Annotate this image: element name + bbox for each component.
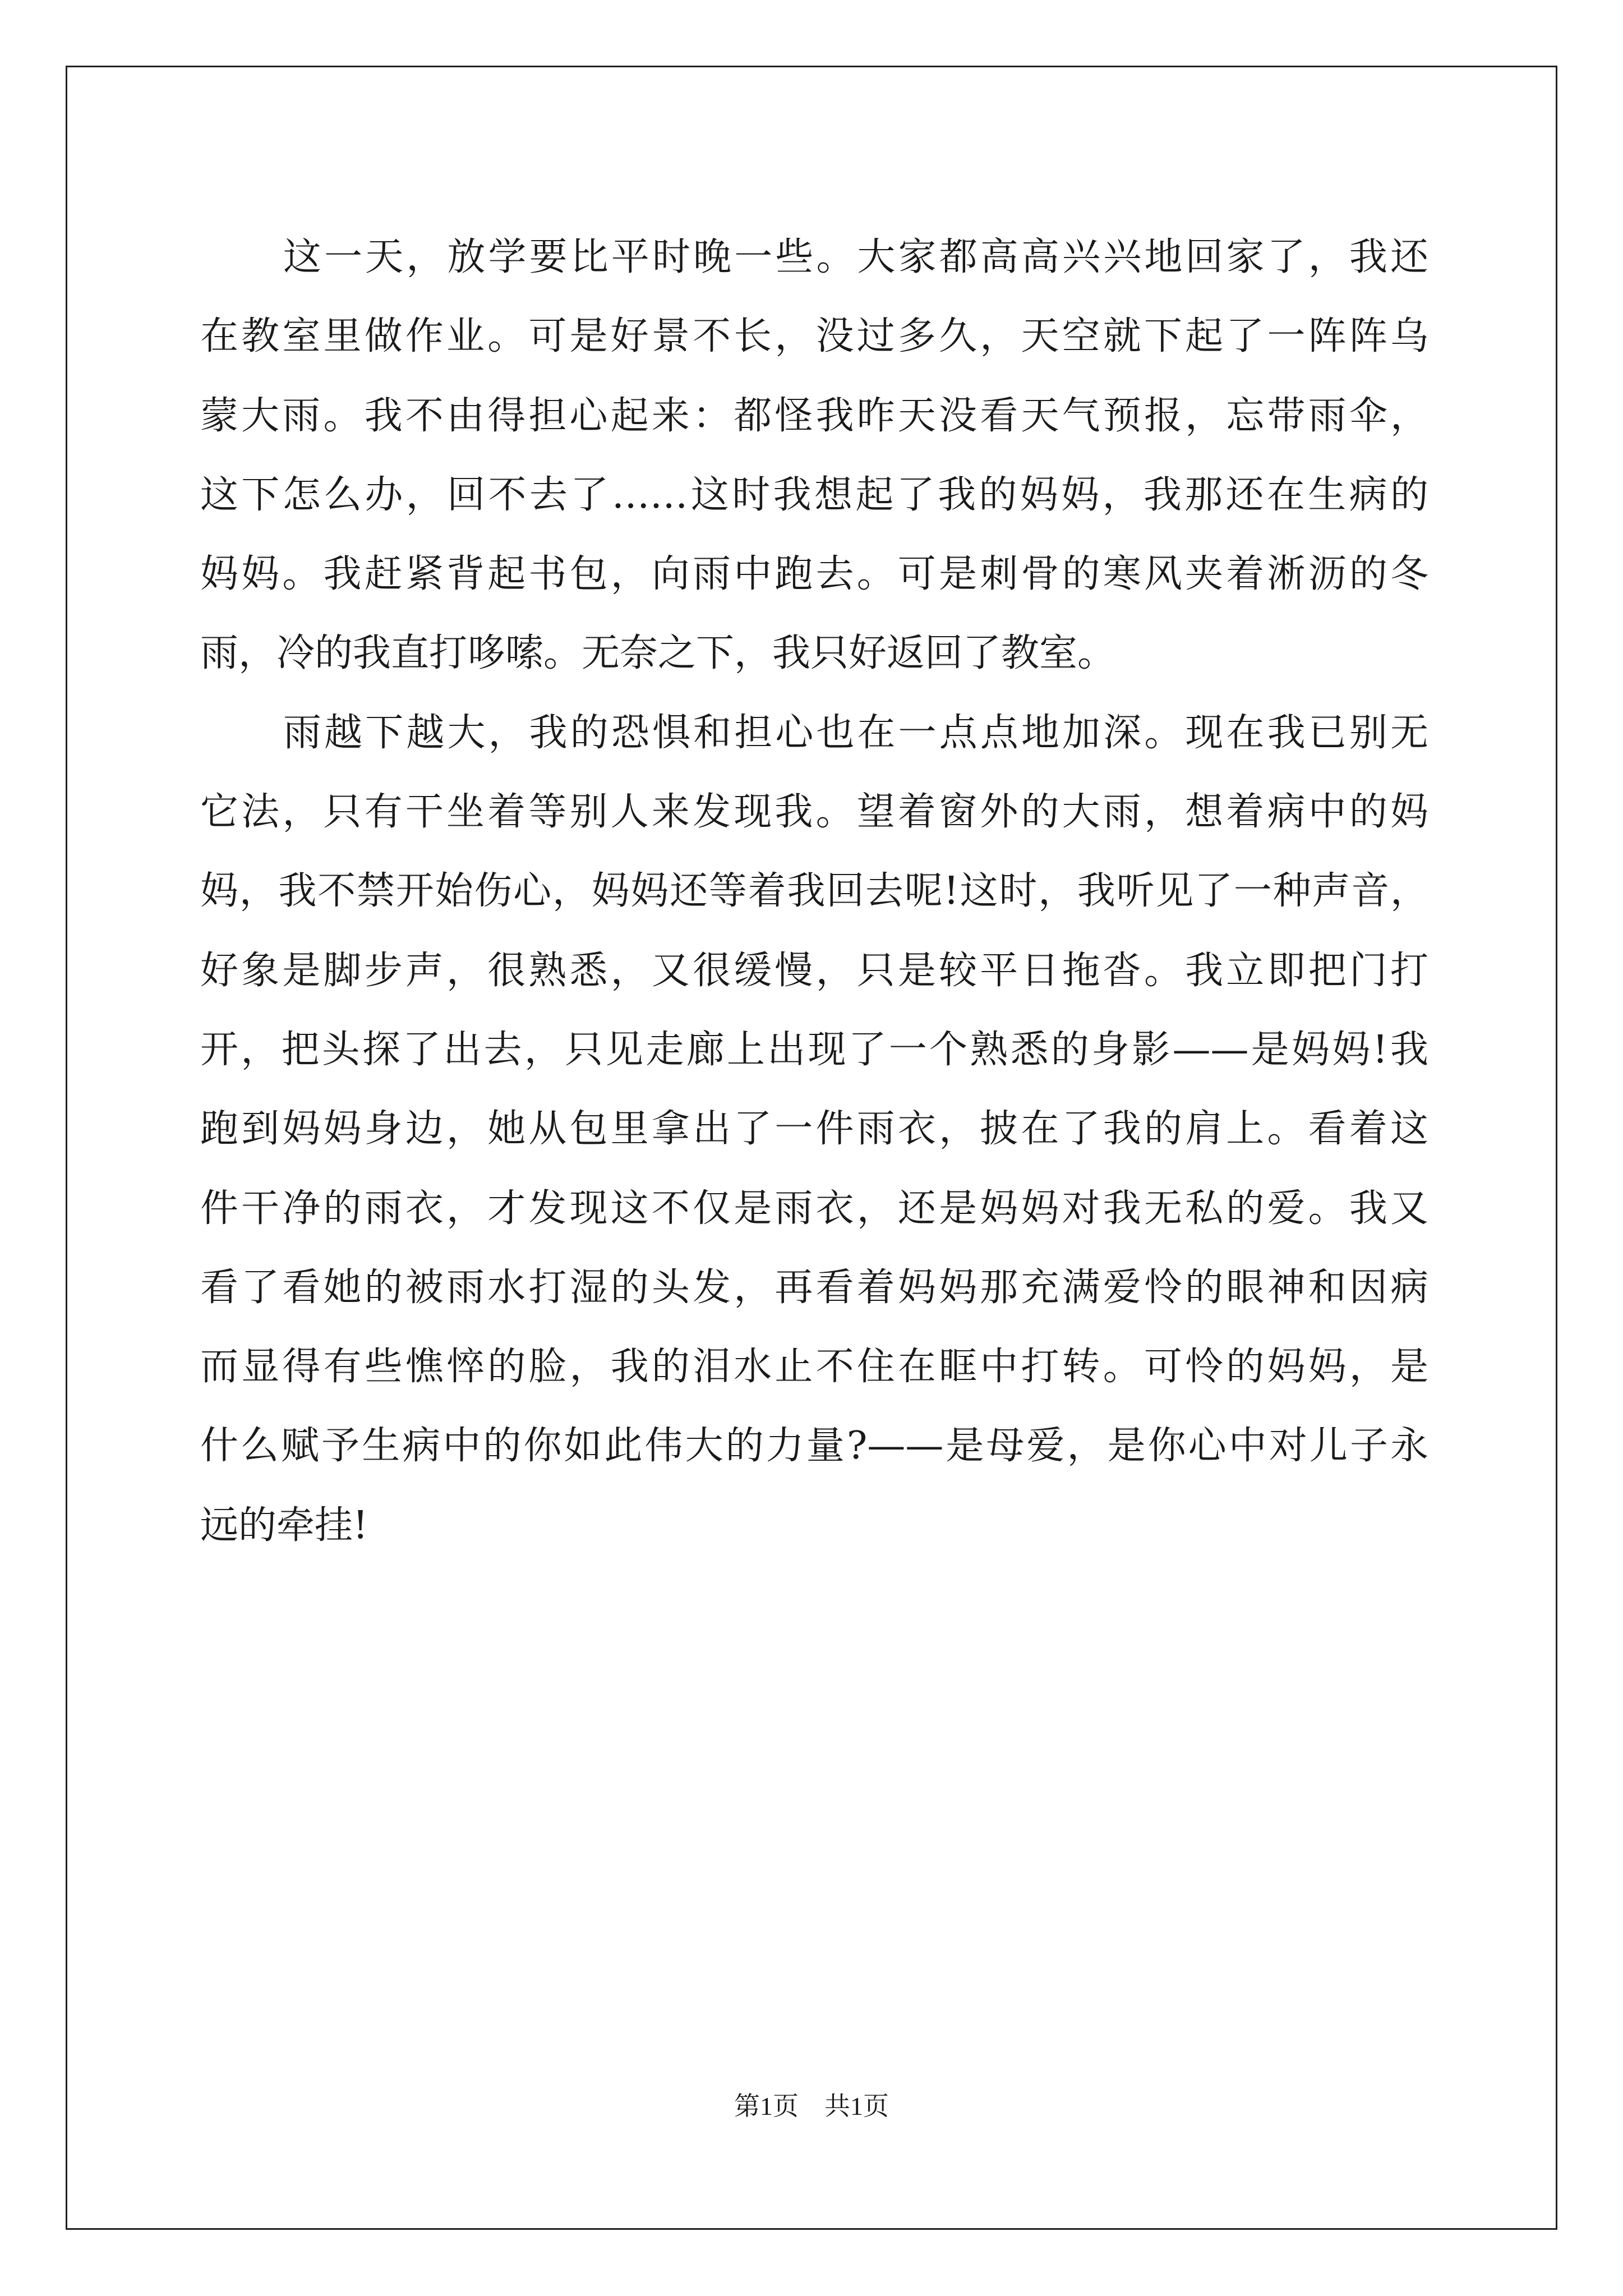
- paragraph-2-line-5: 开，把头探了出去，只见走廊上出现了一个熟悉的身影——是妈妈!我: [200, 1027, 1428, 1072]
- paragraph-2-line-6: 跑到妈妈身边，她从包里拿出了一件雨衣，披在了我的肩上。看着这: [200, 1107, 1428, 1152]
- page-footer: [0, 2090, 1623, 2123]
- paragraph-1-line-1: 这一天，放学要比平时晚一些。大家都高高兴兴地回家了，我还: [283, 235, 1428, 279]
- page-number-total: 共1页: [824, 2092, 889, 2120]
- paragraph-1-line-2: 在教室里做作业。可是好景不长，没过多久，天空就下起了一阵阵乌: [200, 314, 1428, 359]
- paragraph-2-line-1: 雨越下越大，我的恐惧和担心也在一点点地加深。现在我已别无: [283, 710, 1428, 755]
- paragraph-2-line-11: 远的牵挂!: [200, 1503, 368, 1548]
- page-number-current: 第1页: [734, 2092, 799, 2120]
- document-body: [200, 218, 1428, 1565]
- paragraph-1-line-3: 蒙大雨。我不由得担心起来：都怪我昨天没看天气预报，忘带雨伞，: [200, 393, 1428, 438]
- paragraph-2-line-9: 而显得有些憔悴的脸，我的泪水止不住在眶中打转。可怜的妈妈，是: [200, 1345, 1428, 1389]
- paragraph-1-line-5: 妈妈。我赶紧背起书包，向雨中跑去。可是刺骨的寒风夹着淅沥的冬: [200, 552, 1428, 597]
- paragraph-2-line-4: 好象是脚步声，很熟悉，又很缓慢，只是较平日拖沓。我立即把门打: [200, 948, 1428, 993]
- paragraph-1-line-6: 雨，冷的我直打哆嗦。无奈之下，我只好返回了教室。: [200, 631, 1116, 676]
- paragraph-1-line-4: 这下怎么办，回不去了……这时我想起了我的妈妈，我那还在生病的: [200, 472, 1428, 517]
- paragraph-2-line-7: 件干净的雨衣，才发现这不仅是雨衣，还是妈妈对我无私的爱。我又: [200, 1186, 1428, 1231]
- paragraph-2-line-3: 妈，我不禁开始伤心，妈妈还等着我回去呢!这时，我听见了一种声音，: [200, 869, 1428, 914]
- paragraph-2-line-2: 它法，只有干坐着等别人来发现我。望着窗外的大雨，想着病中的妈: [200, 790, 1428, 835]
- paragraph-2-line-10: 什么赋予生病中的你如此伟大的力量?——是母爱，是你心中对儿子永: [200, 1424, 1428, 1469]
- paragraph-2-line-8: 看了看她的被雨水打湿的头发，再看着妈妈那充满爱怜的眼神和因病: [200, 1265, 1428, 1310]
